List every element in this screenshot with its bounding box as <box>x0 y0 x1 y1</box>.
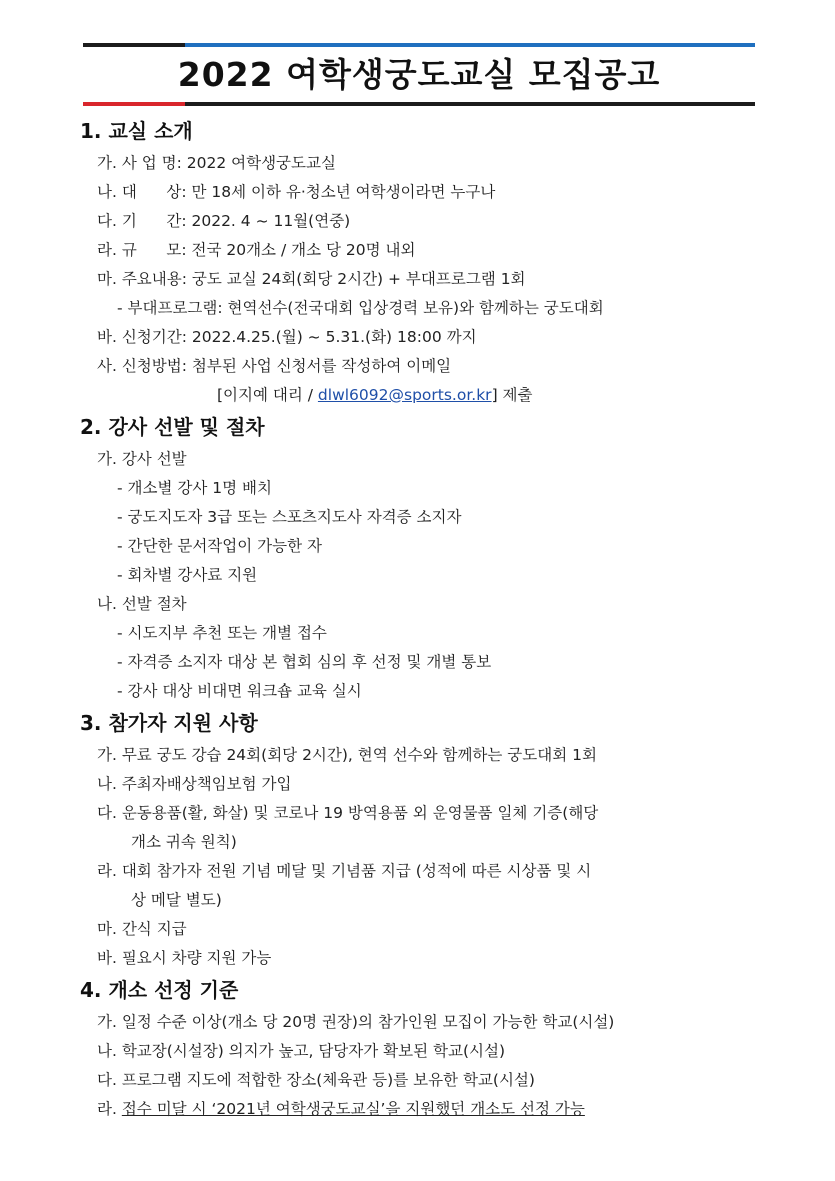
instructor-subline: - 강사 대상 비대면 워크숍 교육 실시 <box>117 682 362 700</box>
instructor-subline: - 자격증 소지자 대상 본 협회 심의 후 선정 및 개별 통보 <box>117 653 492 671</box>
document-title: 2022 여학생궁도교실 모집공고 <box>177 55 661 94</box>
instructor-subline: - 회차별 강사료 지원 <box>117 566 258 584</box>
email-suffix: ] 제출 <box>491 386 533 404</box>
support-line: 다. 운동용품(활, 화살) 및 코로나 19 방역용품 외 운영물품 일체 기증(해당 <box>97 804 599 822</box>
support-line: 바. 필요시 차량 지원 가능 <box>97 949 272 967</box>
instructor-subline: - 궁도지도자 3급 또는 스포츠지도사 자격증 소지자 <box>117 508 462 526</box>
support-line-continued: 개소 귀속 원칙) <box>131 833 237 851</box>
criteria-line: 가. 일정 수준 이상(개소 당 20명 권장)의 참가인원 모집이 가능한 학교(시설) <box>97 1013 615 1031</box>
criteria-line: 다. 프로그램 지도에 적합한 장소(체육관 등)를 보유한 학교(시설) <box>97 1071 535 1089</box>
criteria-last-underlined: 접수 미달 시 ‘2021년 여학생궁도교실’을 지원했던 개소도 선정 가능 <box>121 1100 585 1118</box>
support-line: 라. 대회 참가자 전원 기념 메달 및 기념품 지급 (성적에 따른 시상품 및 시 <box>97 862 592 880</box>
support-line: 마. 간식 지급 <box>97 920 187 938</box>
email-prefix: [이지예 대리 / <box>217 386 318 404</box>
criteria-line-last <box>97 1098 585 1120</box>
section-heading-instructor: 2. 강사 선발 및 절차 <box>80 415 265 439</box>
intro-line: 사. 신청방법: 첨부된 사업 신청서를 작성하여 이메일 <box>97 357 452 375</box>
email-link[interactable]: dlwl6092@sports.or.kr <box>317 386 492 404</box>
support-line: 가. 무료 궁도 강습 24회(회당 2시간), 현역 선수와 함께하는 궁도대회 1회 <box>97 746 597 764</box>
instructor-subline: - 개소별 강사 1명 배치 <box>117 479 272 497</box>
instructor-line: 나. 선발 절차 <box>97 595 187 613</box>
intro-line: 나. 대 상: 만 18세 이하 유‧청소년 여학생이라면 누구나 <box>97 183 496 201</box>
section-heading-support: 3. 참가자 지원 사항 <box>80 711 258 735</box>
section-heading-intro: 1. 교실 소개 <box>80 119 193 143</box>
intro-line: 마. 주요내용: 궁도 교실 24회(회당 2시간) + 부대프로그램 1회 <box>97 270 526 288</box>
title-rule-bottom-dark <box>185 102 755 106</box>
criteria-last-prefix: 라. <box>97 1100 122 1118</box>
criteria-line: 나. 학교장(시설장) 의지가 높고, 담당자가 확보된 학교(시설) <box>97 1042 505 1060</box>
intro-line: 다. 기 간: 2022. 4 ~ 11월(연중) <box>97 212 351 230</box>
title-rule-bottom-red <box>83 102 185 106</box>
support-line: 나. 주최자배상책임보험 가입 <box>97 775 292 793</box>
instructor-subline: - 간단한 문서작업이 가능한 자 <box>117 537 322 555</box>
intro-line: 라. 규 모: 전국 20개소 / 개소 당 20명 내외 <box>97 241 416 259</box>
title-rule-top-dark <box>83 43 185 47</box>
title-rule-top-blue <box>185 43 755 47</box>
support-line-continued: 상 메달 별도) <box>131 891 222 909</box>
intro-subline: - 부대프로그램: 현역선수(전국대회 입상경력 보유)와 함께하는 궁도대회 <box>117 299 604 317</box>
section-heading-criteria: 4. 개소 선정 기준 <box>80 978 239 1002</box>
intro-line: 바. 신청기간: 2022.4.25.(월) ~ 5.31.(화) 18:00 까지 <box>97 328 477 346</box>
instructor-line: 가. 강사 선발 <box>97 450 187 468</box>
email-line <box>217 384 532 406</box>
instructor-subline: - 시도지부 추천 또는 개별 접수 <box>117 624 327 642</box>
intro-line: 가. 사 업 명: 2022 여학생궁도교실 <box>97 154 336 172</box>
